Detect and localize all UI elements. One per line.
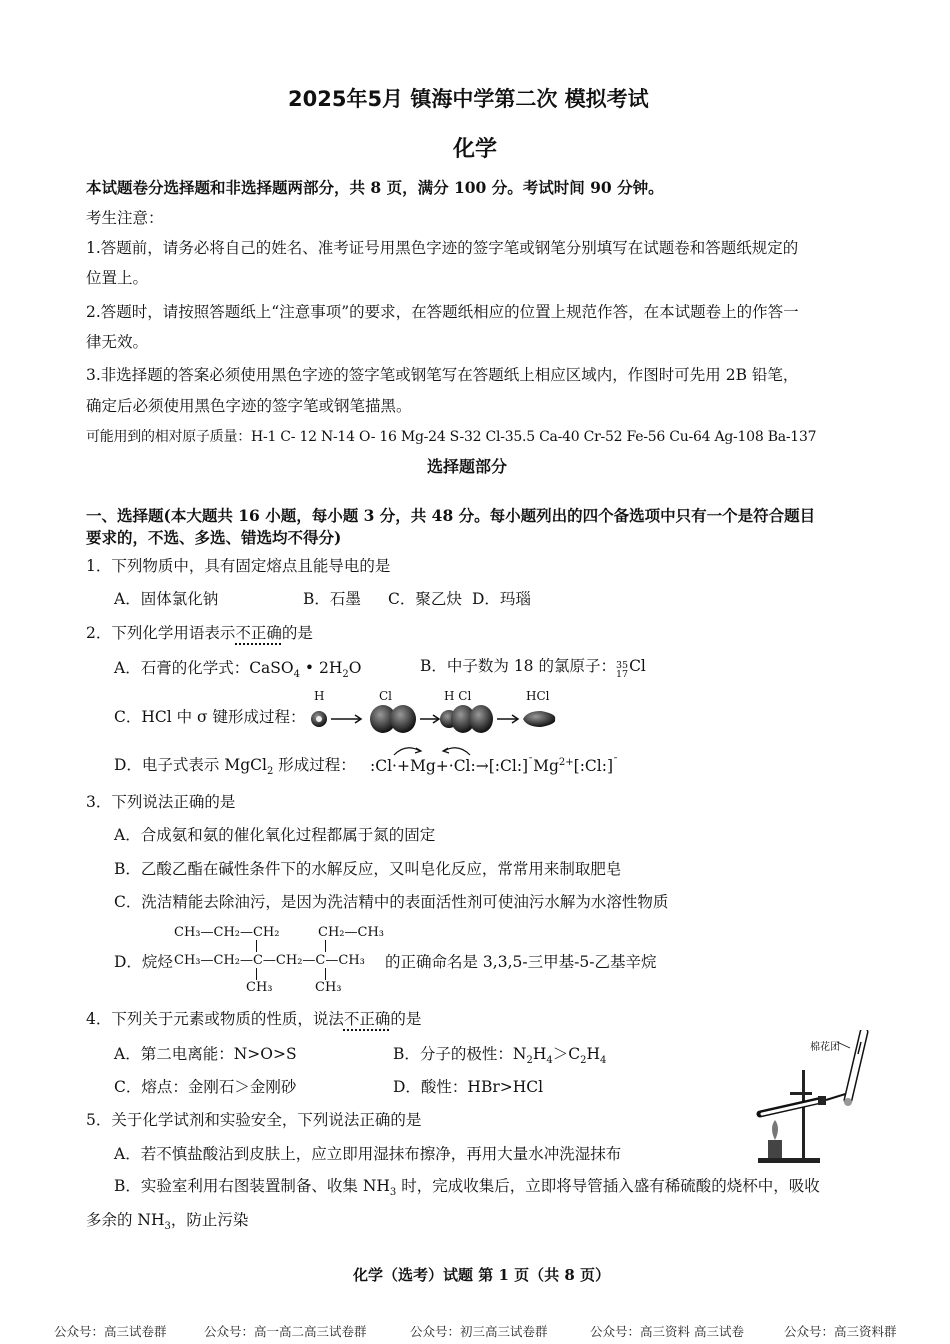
- electron-dot-formation: $:Cl\cdot+Mg+\cdot Cl:\to[:Cl:]^¯Mg^{2+}[:Cl:]^¯$: [370, 757, 618, 776]
- q1-stem: 1．下列物质中，具有固定熔点且能导电的是: [86, 557, 391, 575]
- q2-option-a: A．石膏的化学式：CaSO$_4$ • $2H_2O$: [114, 659, 362, 681]
- section-instruction-a: 一、选择题(本大题共 16 小题，每小题 3 分，共 48 分。每小题列出的四个备选项中只有一个是符合题目: [86, 506, 816, 525]
- notice-1b: 位置上。: [86, 269, 149, 287]
- q4-option-b: B．分子的极性：$N_2H_4>C_2H_4$: [393, 1045, 607, 1067]
- q4-option-d: D．酸性：HBr>HCl: [393, 1078, 544, 1096]
- structure-top-left: CH₃—CH₂—CH₂: [174, 925, 280, 940]
- q5-option-b-line2: 多余的 $NH_3$，防止污染: [86, 1211, 249, 1233]
- bond-line: [325, 940, 326, 952]
- watermark-3: 公众号：初三高三试卷群: [410, 1324, 548, 1339]
- q2-stem: 2．下列化学用语表示不正确的是: [86, 624, 313, 642]
- apparatus-label: 棉花团: [810, 1042, 840, 1053]
- hcl-orbital: [523, 711, 555, 727]
- structure-methyl-1: CH₃: [246, 980, 273, 995]
- q5-option-a: A．若不慎盐酸沾到皮肤上，应立即用湿抹布擦净，再用大量水冲洗湿抹布: [114, 1145, 622, 1163]
- q3-option-c: C．洗洁精能去除油污，是因为洗洁精中的表面活性剂可使油污水解为水溶性物质: [114, 893, 669, 911]
- stand-base: [758, 1158, 820, 1163]
- q1-option-c: C．聚乙炔: [388, 590, 462, 608]
- nuclide-notation: 35 17: [615, 660, 629, 680]
- q3-option-b: B．乙酸乙酯在碱性条件下的水解反应，又叫皂化反应，常常用来制取肥皂: [114, 860, 622, 878]
- q3-option-a: A．合成氨和氨的催化氧化过程都属于氮的固定: [114, 826, 436, 844]
- emphasis-dots: 不正确: [235, 624, 282, 642]
- burner-icon: [768, 1140, 782, 1158]
- notice-3b: 确定后必须使用黑色字迹的签字笔或钢笔描黑。: [86, 397, 412, 415]
- bond-line: [256, 968, 257, 980]
- subject-title: 化学: [453, 137, 498, 162]
- q3-stem: 3．下列说法正确的是: [86, 793, 236, 811]
- ammonia-apparatus-figure: [752, 1030, 882, 1170]
- q4-option-c: C．熔点：金刚石＞金刚砂: [114, 1078, 297, 1096]
- section-instruction-b: 要求的，不选、多选、错选均不得分): [86, 528, 342, 547]
- label-h-cl: H Cl: [444, 689, 472, 703]
- notice-2a: 2.答题时，请按照答题纸上“注意事项”的要求，在答题纸相应的位置上规范作答，在本试题卷上的作答一: [86, 303, 799, 321]
- sigma-bond-diagram: [305, 700, 565, 738]
- electron-transfer-arrows: [378, 742, 498, 758]
- q5-stem: 5．关于化学试剂和实验安全，下列说法正确的是: [86, 1111, 422, 1129]
- q4-stem: 4．下列关于元素或物质的性质，说法不正确的是: [86, 1010, 422, 1028]
- structure-main-chain: CH₃—CH₂—C—CH₂—C—CH₃: [174, 953, 365, 968]
- bond-line: [256, 940, 257, 952]
- notice-3a: 3.非选择题的答案必须使用黑色字迹的签字笔或钢笔写在答题纸上相应区域内，作图时可先用 2B 铅笔，: [86, 366, 799, 384]
- q2-option-d: D．电子式表示 MgCl$_2$ 形成过程：: [114, 756, 356, 778]
- atomic-masses: 可能用到的相对原子质量：H-1 C- 12 N-14 O- 16 Mg-24 S-32 Cl-35.5 Ca-40 Cr-52 Fe-56 Cu-64 Ag-108 Ba-137: [86, 429, 817, 445]
- label-hcl: HCl: [526, 689, 550, 703]
- intro-line: 本试题卷分选择题和非选择题两部分，共 8 页，满分 100 分。考试时间 90 分钟。: [86, 178, 664, 197]
- q3-option-d-pre: D．烷烃: [114, 953, 173, 971]
- watermark-1: 公众号：高三试卷群: [54, 1324, 167, 1339]
- q1-option-d: D．玛瑙: [472, 590, 531, 608]
- watermark-2: 公众号：高一高二高三试卷群: [204, 1324, 367, 1339]
- section-title: 选择题部分: [427, 457, 508, 476]
- exam-title: 2025年5月 镇海中学第二次 模拟考试: [288, 87, 649, 111]
- cl-orbital-right: [390, 705, 416, 733]
- flame-icon: [772, 1120, 778, 1140]
- label-h: H: [314, 689, 325, 703]
- q5-option-b-line1: B．实验室利用右图装置制备、收集 $NH_3$ 时，完成收集后，立即将导管插入盛有稀硫酸的烧杯中，吸收: [114, 1177, 820, 1199]
- q2-option-c: C．HCl 中 σ 键形成过程：: [114, 708, 306, 726]
- notice-heading: 考生注意：: [86, 209, 164, 227]
- watermark-5: 公众号：高三资料群: [784, 1324, 897, 1339]
- watermark-4: 公众号：高三资料 高三试卷: [590, 1324, 744, 1339]
- q1-option-a: A．固体氯化钠: [114, 590, 219, 608]
- stand-rod: [802, 1070, 805, 1160]
- q3-option-d-post: 的正确命名是 3,3,5-三甲基-5-乙基辛烷: [385, 953, 657, 971]
- q1-option-b: B．石墨: [303, 590, 361, 608]
- bond-line: [325, 968, 326, 980]
- structure-methyl-2: CH₃: [315, 980, 342, 995]
- q4-option-a: A．第二电离能：N>O>S: [114, 1045, 297, 1063]
- notice-1a: 1.答题前，请务必将自己的姓名、准考证号用黑色字迹的签字笔或钢笔分别填写在试题卷和答题纸规定的: [86, 239, 799, 257]
- stopper: [818, 1096, 826, 1105]
- emphasis-dots: 不正确: [343, 1010, 391, 1028]
- structure-top-right: CH₂—CH₃: [318, 925, 384, 940]
- page-footer: 化学（选考）试题 第 1 页（共 8 页）: [353, 1266, 610, 1284]
- notice-2b: 律无效。: [86, 333, 149, 351]
- cotton-icon: [844, 1098, 852, 1106]
- label-cl: Cl: [379, 689, 393, 703]
- q2-option-b: B．中子数为 18 的氯原子：35 17Cl: [420, 657, 646, 680]
